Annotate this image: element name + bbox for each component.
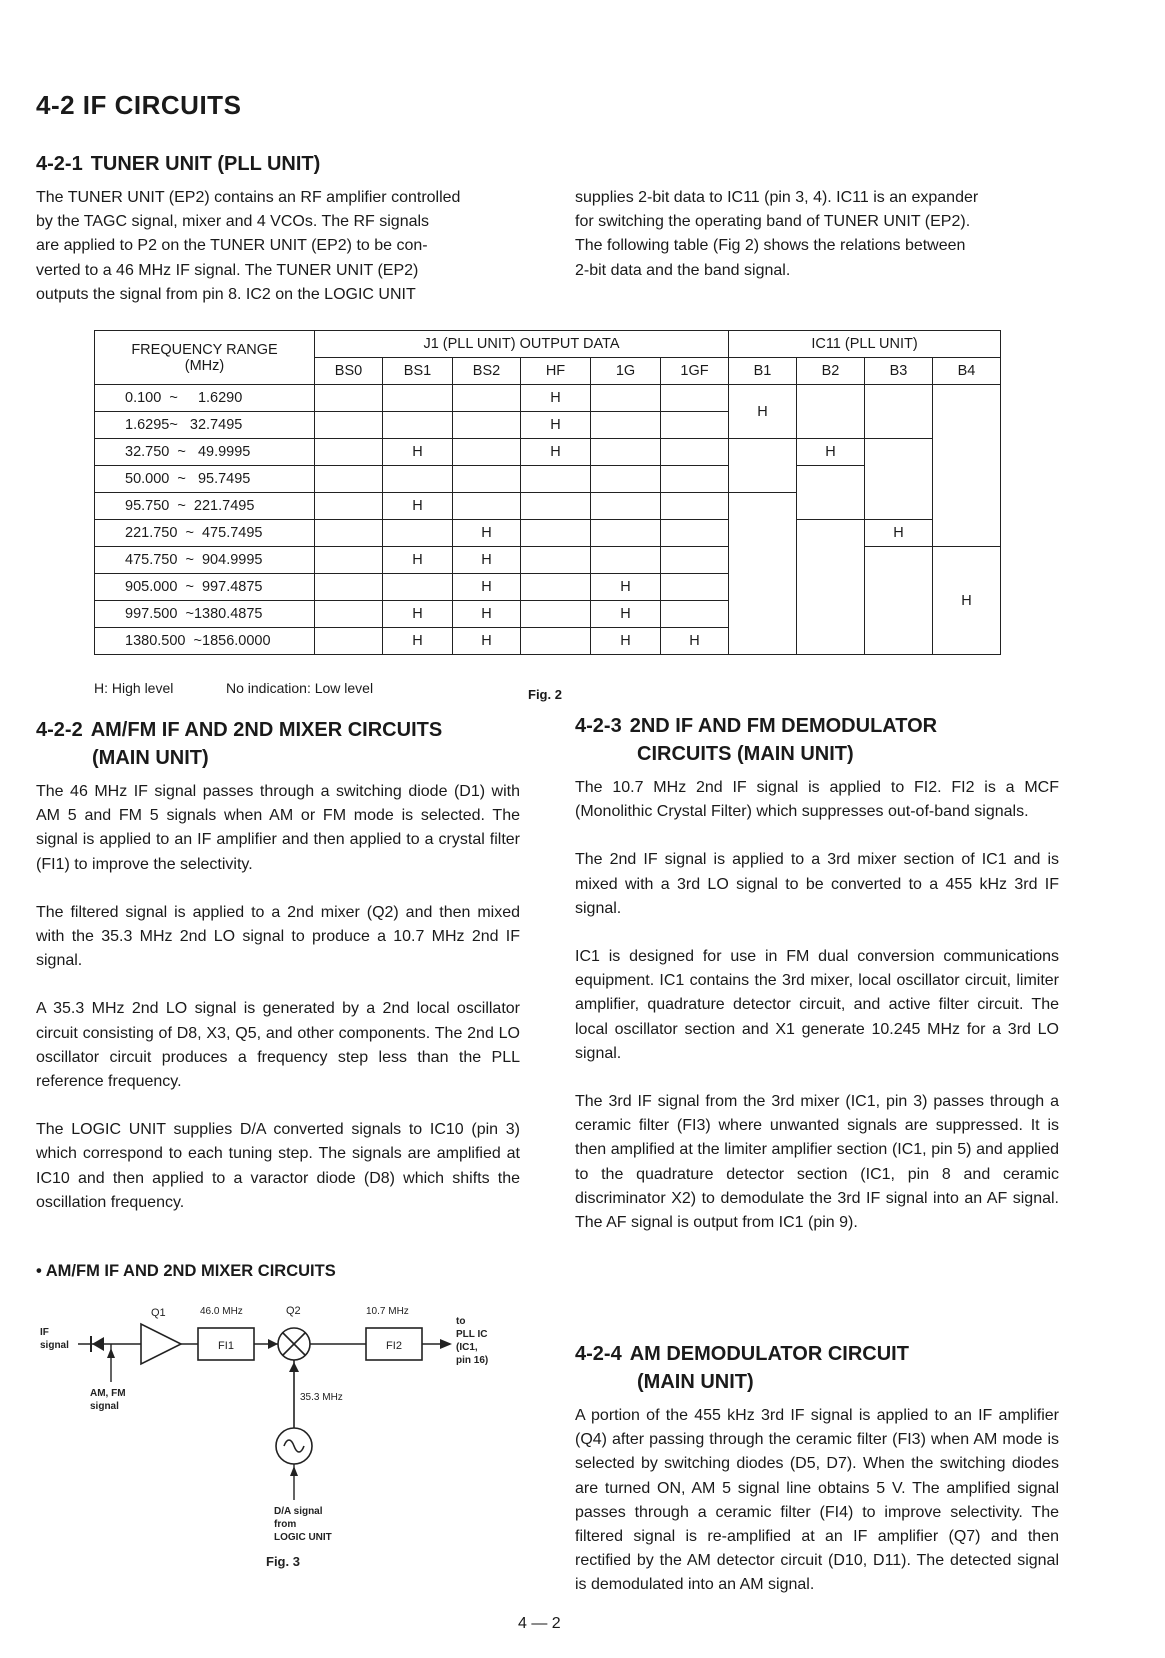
section-heading-421 <box>36 150 320 178</box>
bs1-cell <box>383 385 453 412</box>
1gf-cell <box>661 520 729 547</box>
section-heading-424 <box>575 1340 909 1396</box>
1gf-cell <box>661 493 729 520</box>
b4-cell: H <box>933 547 1001 655</box>
if-input-label: IF <box>40 1327 49 1338</box>
fig2-label: Fig. 2 <box>528 687 562 702</box>
bs2-cell: H <box>453 601 521 628</box>
text-line: by the TAGC signal, mixer and 4 VCOs. The RF signals <box>36 213 430 231</box>
column-header: B4 <box>933 358 1001 385</box>
q2-label: Q2 <box>286 1305 301 1317</box>
bs2-cell: H <box>453 520 521 547</box>
header-unit: (MHz) <box>184 357 225 374</box>
range-cell: 997.500 ~1380.4875 <box>95 601 315 628</box>
arrow-up-icon <box>289 1362 299 1372</box>
table-row <box>95 520 1001 547</box>
fi2-label: FI2 <box>386 1340 402 1352</box>
range-cell: 475.750 ~ 904.9995 <box>95 547 315 574</box>
range-cell: 50.000 ~ 95.7495 <box>95 466 315 493</box>
fi1-label: FI1 <box>218 1340 234 1352</box>
hf-cell <box>521 493 591 520</box>
bs0-cell <box>315 601 383 628</box>
column-header: BS0 <box>315 358 383 385</box>
1gf-cell: H <box>661 628 729 655</box>
1gf-cell <box>661 439 729 466</box>
bs2-cell <box>453 439 521 466</box>
1g-cell <box>591 412 661 439</box>
bs2-cell <box>453 466 521 493</box>
1g-cell <box>591 547 661 574</box>
column-header: 1G <box>591 358 661 385</box>
text-line: are applied to P2 on the TUNER UNIT (EP2) to be con- <box>36 237 428 255</box>
bs0-cell <box>315 439 383 466</box>
hf-cell: H <box>521 439 591 466</box>
diagram-subheading: • AM/FM IF AND 2ND MIXER CIRCUITS <box>36 1262 336 1280</box>
bs1-cell: H <box>383 493 453 520</box>
column-header: 1GF <box>661 358 729 385</box>
bs0-cell <box>315 466 383 493</box>
1gf-cell <box>661 385 729 412</box>
bs1-cell: H <box>383 547 453 574</box>
1g-cell: H <box>591 628 661 655</box>
range-cell: 905.000 ~ 997.4875 <box>95 574 315 601</box>
text-line: The following table (Fig 2) shows the relations between <box>575 237 966 255</box>
paragraph: The 2nd IF signal is applied to a 3rd mixer section of IC1 and is mixed with a 3rd LO signal to be converted to a 455 kHz 3rd IF signal. <box>575 851 1059 917</box>
amfm-label-2: signal <box>90 1401 119 1412</box>
legend-high: H: High level <box>94 680 174 696</box>
hf-cell: H <box>521 385 591 412</box>
arrow-up-icon <box>107 1348 115 1358</box>
bs2-cell: H <box>453 574 521 601</box>
1g-cell <box>591 439 661 466</box>
bs1-cell: H <box>383 601 453 628</box>
q1-label: Q1 <box>151 1307 166 1319</box>
1g-cell: H <box>591 574 661 601</box>
b3-cell: H <box>865 520 933 547</box>
1gf-cell <box>661 466 729 493</box>
band-table <box>94 330 1001 655</box>
1gf-cell <box>661 547 729 574</box>
bs2-cell: H <box>453 628 521 655</box>
da-label-3: LOGIC UNIT <box>274 1532 332 1543</box>
section-423-text <box>575 776 1059 1235</box>
text-line: 2-bit data and the band signal. <box>575 261 791 279</box>
section-heading-422 <box>36 716 442 772</box>
section-title: AM DEMODULATOR CIRCUIT <box>629 1343 909 1365</box>
hf-cell <box>521 601 591 628</box>
paragraph: A portion of the 455 kHz 3rd IF signal is applied to an IF amplifier (Q4) after passing through the ceramic filter (FI3) when AM mode is selected by switching diodes (D5, D7). When the switching diodes are turned ON, AM 5 signal line obtains 5 V. The amplified signal passes through a ceramic filter (FI4) to improve selectivity. The filtered signal is re-amplified at an IF amplifier (Q7) and then rectified by the AM detector circuit (D10, D11). The detected signal is demodulated into an AM signal. <box>575 1407 1059 1594</box>
amplifier-icon <box>141 1324 181 1364</box>
amfm-label: AM, FM <box>90 1388 126 1399</box>
ic11-group-header: IC11 (PLL UNIT) <box>729 331 1001 358</box>
freq1-label: 46.0 MHz <box>200 1306 243 1317</box>
bs1-cell <box>383 520 453 547</box>
output-label-4: pin 16) <box>456 1355 489 1366</box>
range-cell: 95.750 ~ 221.7495 <box>95 493 315 520</box>
section-424-text <box>575 1404 1059 1598</box>
section-title: 2ND IF AND FM DEMODULATOR <box>629 715 938 737</box>
1g-cell <box>591 466 661 493</box>
range-cell: 0.100 ~ 1.6290 <box>95 385 315 412</box>
text-line: The TUNER UNIT (EP2) contains an RF amplifier controlled <box>36 189 461 206</box>
range-cell: 1380.500 ~1856.0000 <box>95 628 315 655</box>
da-label-2: from <box>274 1519 297 1530</box>
column-header: B1 <box>729 358 797 385</box>
1gf-cell <box>661 574 729 601</box>
lo-freq-label: 35.3 MHz <box>300 1392 343 1403</box>
legend-low: No indication: Low level <box>226 680 374 696</box>
b2-cell <box>797 385 865 439</box>
b2-cell: H <box>797 439 865 466</box>
1g-cell: H <box>591 601 661 628</box>
b3-cell <box>865 385 933 439</box>
freq2-label: 10.7 MHz <box>366 1306 409 1317</box>
bs1-cell <box>383 574 453 601</box>
paragraph: The filtered signal is applied to a 2nd mixer (Q2) and then mixed with the 35.3 MHz 2nd LO signal to produce a 10.7 MHz 2nd IF signal. <box>36 903 520 970</box>
fig3-label: Fig. 3 <box>266 1554 300 1569</box>
bs0-cell <box>315 547 383 574</box>
1g-cell <box>591 520 661 547</box>
b2-cell <box>797 466 865 520</box>
arrow-up-icon <box>290 1466 298 1476</box>
bs2-cell <box>453 493 521 520</box>
table-row <box>95 439 1001 466</box>
bs1-cell <box>383 412 453 439</box>
section-title-line2: CIRCUITS (MAIN UNIT) <box>637 743 854 765</box>
section-title: AM/FM IF AND 2ND MIXER CIRCUITS <box>90 719 443 741</box>
range-cell: 221.750 ~ 475.7495 <box>95 520 315 547</box>
bs1-cell: H <box>383 439 453 466</box>
table-row <box>95 385 1001 412</box>
section-title-line2: (MAIN UNIT) <box>92 747 209 769</box>
paragraph: A 35.3 MHz 2nd LO signal is generated by a 2nd local oscillator circuit consisting of D8, X3, Q5, and other components. The 2nd LO oscillator circuit produces a frequency step less than the PLL reference frequency. <box>36 1000 520 1091</box>
if-mixer-block-diagram <box>36 1300 516 1570</box>
page-title: 4-2 IF CIRCUITS <box>36 90 242 120</box>
bs1-cell <box>383 466 453 493</box>
section-number: 4-2-3 <box>575 715 622 737</box>
table-row <box>95 547 1001 574</box>
b3-cell <box>865 547 933 655</box>
section-heading-423 <box>575 712 937 768</box>
b2-cell <box>797 520 865 655</box>
b3-cell <box>865 439 933 520</box>
bs2-cell <box>453 412 521 439</box>
freq-range-header <box>95 331 315 385</box>
section-number: 4-2-2 <box>36 719 83 741</box>
diode-icon <box>92 1337 104 1351</box>
section-422-text <box>36 780 520 1215</box>
1gf-cell <box>661 412 729 439</box>
hf-cell: H <box>521 412 591 439</box>
section-421-right-text <box>575 186 1065 283</box>
output-label: to <box>456 1316 466 1327</box>
bs0-cell <box>315 385 383 412</box>
range-cell: 1.6295~ 32.7495 <box>95 412 315 439</box>
bs0-cell <box>315 493 383 520</box>
text-line: outputs the signal from pin 8. IC2 on the LOGIC UNIT <box>36 285 416 303</box>
if-input-label-2: signal <box>40 1340 69 1351</box>
range-cell: 32.750 ~ 49.9995 <box>95 439 315 466</box>
paragraph: The 46 MHz IF signal passes through a switching diode (D1) with AM 5 and FM 5 signals when AM or FM mode is selected. The signal is applied to an IF amplifier and then applied to a crystal filter (FI1) to improve the selectivity. <box>36 783 520 873</box>
bs0-cell <box>315 628 383 655</box>
output-label-2: PLL IC <box>456 1329 488 1340</box>
paragraph: The 10.7 MHz 2nd IF signal is applied to FI2. FI2 is a MCF (Monolithic Crystal Filter) which suppresses out-of-band signals. <box>575 779 1059 821</box>
da-label: D/A signal <box>274 1506 323 1517</box>
section-title-line2: (MAIN UNIT) <box>637 1371 754 1393</box>
arrow-right-icon <box>268 1339 278 1349</box>
section-title: TUNER UNIT (PLL UNIT) <box>90 153 321 175</box>
hf-cell <box>521 628 591 655</box>
hf-cell <box>521 520 591 547</box>
bs1-cell: H <box>383 628 453 655</box>
bs0-cell <box>315 574 383 601</box>
text-line: supplies 2-bit data to IC11 (pin 3, 4). IC11 is an expander <box>575 189 979 206</box>
column-header: BS2 <box>453 358 521 385</box>
bs0-cell <box>315 412 383 439</box>
text-line: verted to a 46 MHz IF signal. The TUNER UNIT (EP2) <box>36 261 419 279</box>
1gf-cell <box>661 601 729 628</box>
bs0-cell <box>315 520 383 547</box>
hf-cell <box>521 466 591 493</box>
output-label-3: (IC1, <box>456 1342 478 1353</box>
paragraph: The 3rd IF signal from the 3rd mixer (IC1, pin 3) passes through a ceramic filter (FI3) where unwanted signals are suppressed. It is then amplified at the limiter amplifier section (IC1, pin 5) and applied to the quadrature detector section (IC1, pin 8 and ceramic discriminator X2) to demodulate the 3rd IF signal into an AF signal. The AF signal is output from IC1 (pin 9). <box>575 1093 1059 1232</box>
header-text: FREQUENCY RANGE <box>131 341 278 358</box>
b1-cell <box>729 439 797 493</box>
column-header: B3 <box>865 358 933 385</box>
section-number: 4-2-1 <box>36 153 83 175</box>
column-header: BS1 <box>383 358 453 385</box>
paragraph: IC1 is designed for use in FM dual conversion communications equipment. IC1 contains the 3rd mixer, local oscillator circuit, limiter amplifier, quadrature detector circuit, and active filter circuit. The local oscillator section and X1 generate 10.245 MHz for a 3rd LO signal. <box>575 948 1059 1062</box>
hf-cell <box>521 574 591 601</box>
bs2-cell <box>453 385 521 412</box>
j1-group-header: J1 (PLL UNIT) OUTPUT DATA <box>315 331 729 358</box>
b1-cell: H <box>729 385 797 439</box>
column-header: HF <box>521 358 591 385</box>
hf-cell <box>521 547 591 574</box>
1g-cell <box>591 493 661 520</box>
text-line: for switching the operating band of TUNER UNIT (EP2). <box>575 213 971 231</box>
column-header: B2 <box>797 358 865 385</box>
arrow-right-icon <box>440 1339 452 1349</box>
paragraph: The LOGIC UNIT supplies D/A converted signals to IC10 (pin 3) which correspond to each tuning step. The signals are amplified at IC10 and then applied to a varactor diode (D8) which shifts the oscillation frequency. <box>36 1121 520 1211</box>
section-421-left-text <box>36 186 486 307</box>
bs2-cell: H <box>453 547 521 574</box>
section-number: 4-2-4 <box>575 1343 622 1365</box>
1g-cell <box>591 385 661 412</box>
b4-cell <box>933 385 1001 547</box>
page-number: 4 — 2 <box>518 1615 561 1632</box>
b1-cell <box>729 493 797 655</box>
